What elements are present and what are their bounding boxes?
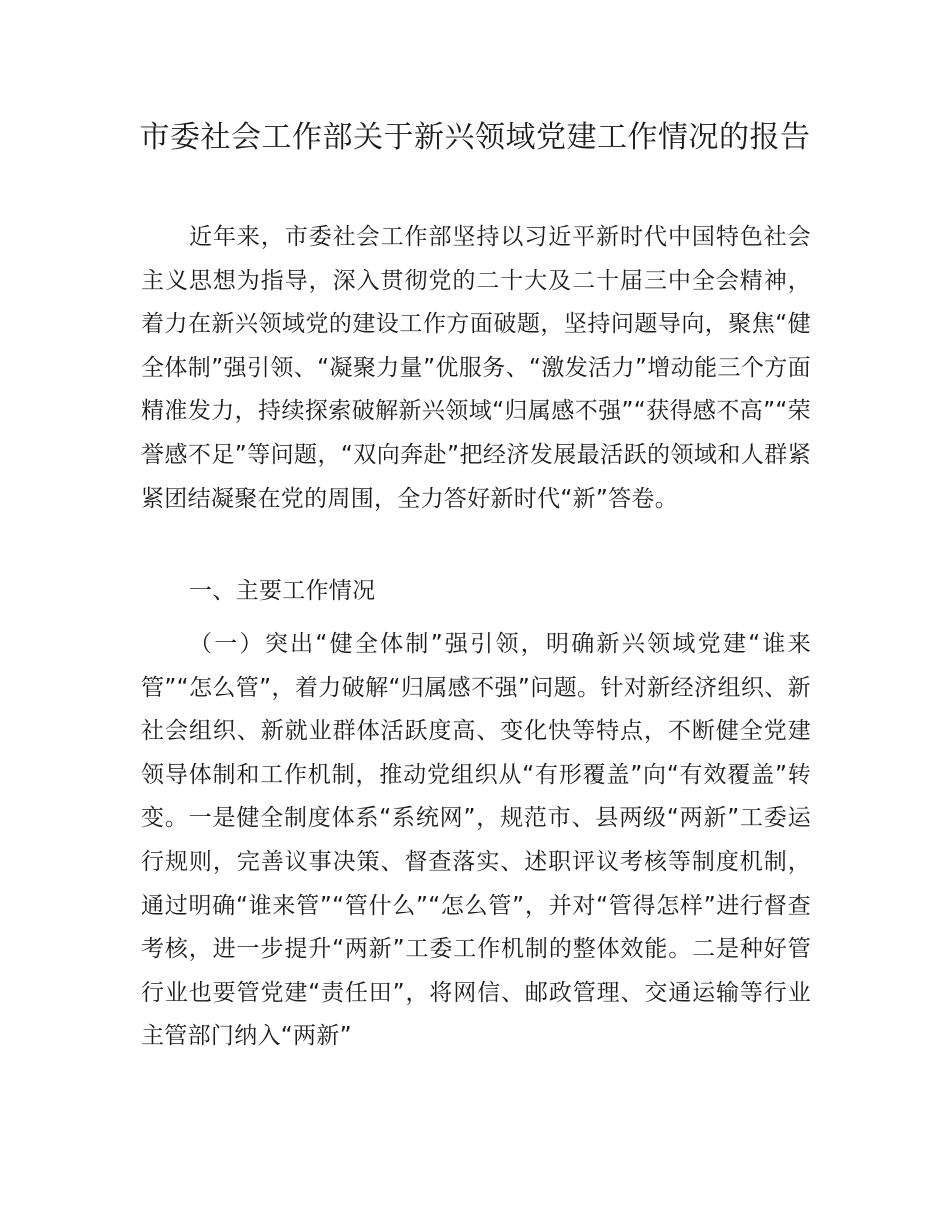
document-title: 市委社会工作部关于新兴领域党建工作情况的报告 <box>139 120 811 155</box>
intro-paragraph: 近年来，市委社会工作部坚持以习近平新时代中国特色社会主义思想为指导，深入贯彻党的二十大及二十届三中全会精神，着力在新兴领域党的建设工作方面破题，坚持问题导向，聚焦“健全体制”强引领、“凝聚力量”优服务、“激发活力”增动能三个方面精准发力，持续探索破解新兴领域“归属感不强”“获得感不高”“荣誉感不足”等问题，“双向奔赴”把经济发展最活跃的领域和人群紧紧团结凝聚在党的周围，全力答好新时代“新”答卷。 <box>141 224 811 512</box>
subsection-paragraph: （一）突出“健全体制”强引领，明确新兴领域党建“谁来管”“怎么管”，着力破解“归属感不强”问题。针对新经济组织、新社会组织、新就业群体活跃度高、变化快等特点，不断健全党建领导体制和工作机制，推动党组织从“有形覆盖”向“有效覆盖”转变。一是健全制度体系“系统网”，规范市、县两级“两新”工委运行规则，完善议事决策、督查落实、述职评议考核等制度机制，通过明确“谁来管”“管什么”“怎么管”，并对“管得怎样”进行督查考核，进一步提升“两新”工委工作机制的整体效能。二是种好管行业也要管党建“责任田”，将网信、邮政管理、交通运输等行业主管部门纳入“两新” <box>141 631 811 1050</box>
section-heading: 一、主要工作情况 <box>189 578 376 604</box>
